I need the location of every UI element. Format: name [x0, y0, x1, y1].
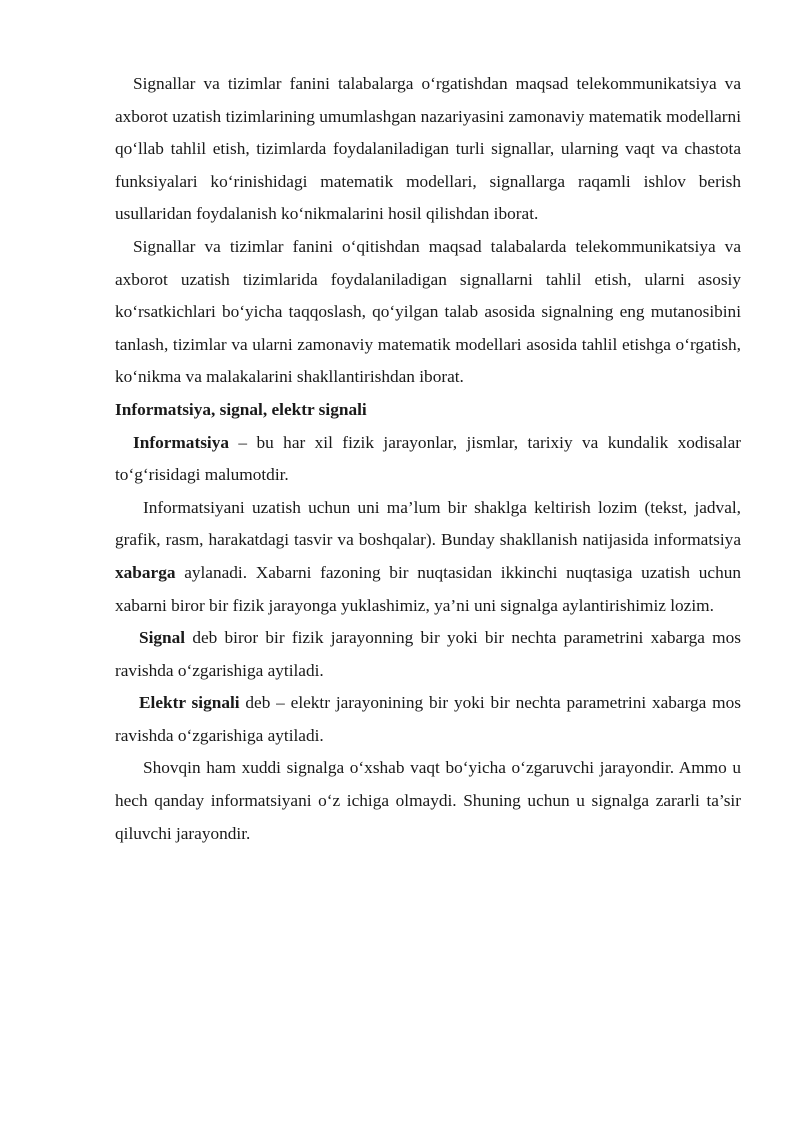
paragraph-teaching-goal: Signallar va tizimlar fanini o‘qitishdan maqsad talabalarda telekommunikatsiya va axborot uzatish tizimlarida foydalaniladigan signallarni tahlil etish, ularni asosiy ko‘rsatkichlari bo‘yicha taqqoslash, qo‘yilgan talab asosida signalning eng mutanosibini tanlash, tizimlar va ularni zamonaviy matematik modellari asosida tahlil etishga o‘rgatish, ko‘nikma va malakalarini shakllantirishdan iborat.	[115, 236, 741, 387]
paragraph-informatsiya-definition	[115, 427, 741, 492]
term-informatsiya: Informatsiya	[133, 432, 230, 452]
paragraph-electric-signal-definition	[115, 687, 741, 752]
definition-text: – bu har xil fizik jarayonlar, jismlar, tarixiy va kundalik xodisalar to‘g‘risidagi malumotdir.	[115, 432, 741, 485]
definition-text: deb – elektr jarayonining bir yoki bir nechta parametrini xabarga mos ravishda o‘zgarishiga aytiladi.	[115, 693, 741, 745]
section-heading: Informatsiya, signal, elektr signali	[115, 399, 367, 419]
paragraph-signal-definition	[115, 622, 741, 687]
paragraph-noise: Shovqin ham xuddi signalga o‘xshab vaqt bo‘yicha o‘zgaruvchi jarayondir. Ammo u hech qanday informatsiyani o‘z ichiga olmaydi. Shuning uchun u signalga zararli ta’sir qiluvchi jarayondir.	[115, 758, 741, 843]
term-elektr-signali: Elektr signali	[139, 693, 240, 713]
document-page	[115, 68, 741, 850]
term-signal: Signal	[139, 628, 186, 648]
paragraph-course-goal: Signallar va tizimlar fanini talabalarga o‘rgatishdan maqsad telekommunikatsiya va axborot uzatish tizimlarining umumlashgan nazariyasini zamonaviy matematik modellarni qo‘llab tahlil etish, tizimlarda foydalaniladigan turli signallar, ularning vaqt va chastota funksiyalari ko‘rinishidagi matematik modellari, signallarga raqamli ishlov berish usullaridan foydalanish ko‘nikmalarini hosil qilishdan iborat.	[115, 74, 741, 224]
paragraph-message-transfer	[115, 492, 741, 622]
term-xabarga: xabarga	[115, 562, 176, 582]
paragraph-text-end: aylanadi. Xabarni fazoning bir nuqtasidan ikkinchi nuqtasiga uzatish uchun xabarni biror bir fizik jarayonga yuklashimiz, ya’ni uni signalga aylantirishimiz lozim.	[115, 562, 741, 615]
paragraph-text-start: Informatsiyani uzatish uchun uni ma’lum bir shaklga keltirish lozim (tekst, jadval, grafik, rasm, harakatdagi tasvir va boshqalar). Bunday shakllanish natijasida informatsiya	[115, 497, 741, 550]
definition-text: deb biror bir fizik jarayonning bir yoki bir nechta parametrini xabarga mos ravishda o‘zgarishiga aytiladi.	[115, 628, 741, 680]
